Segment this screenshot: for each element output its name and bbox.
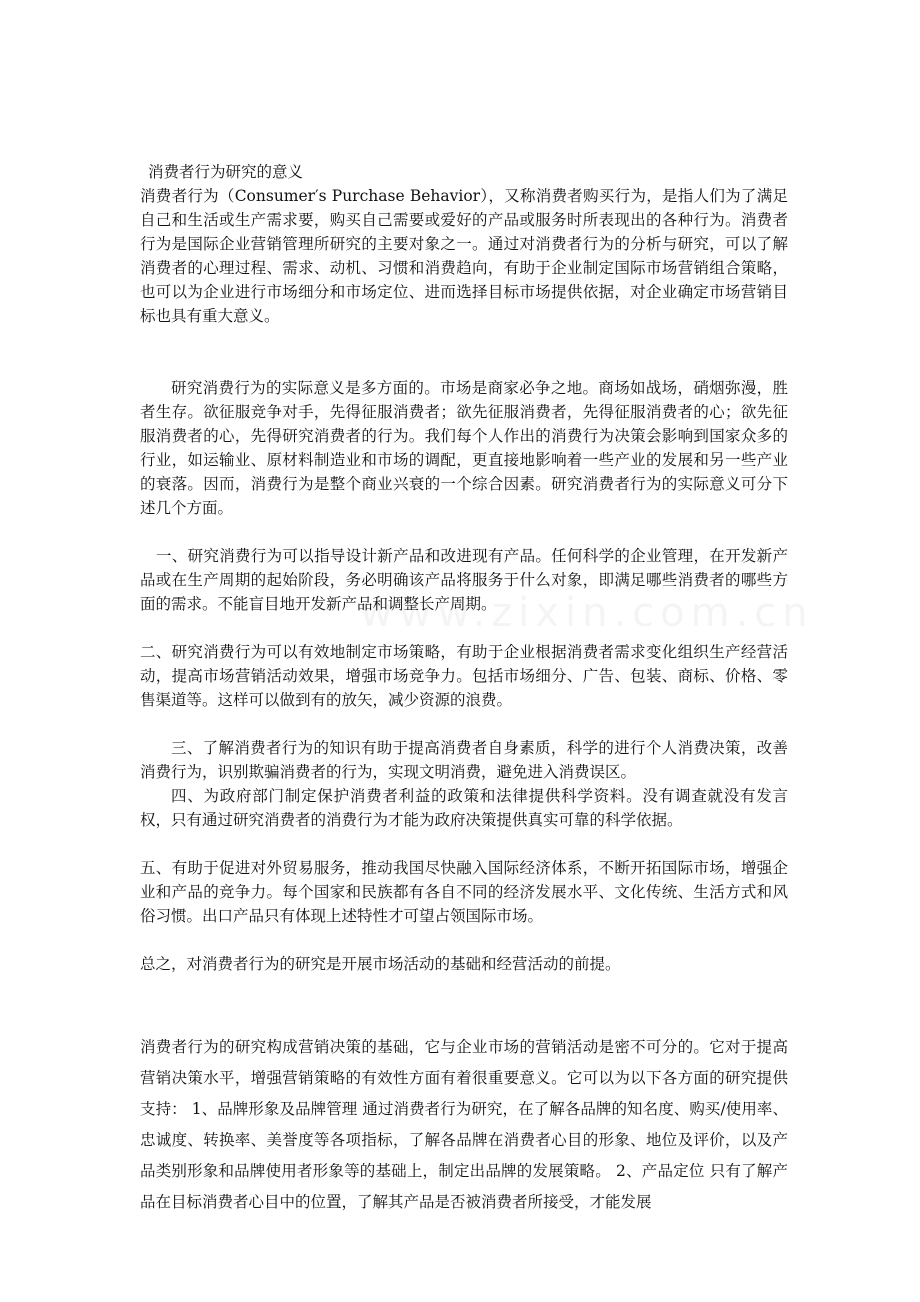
paragraph-significance: 研究消费行为的实际意义是多方面的。市场是商家必争之地。商场如战场，硝烟弥漫，胜者生存。欲征服竞争对手，先得征服消费者；欲先征服消费者，先得征服消费者的心；欲先征服消费者的心，先得研究消费者的行为。我们每个人作出的消费行为决策会影响到国家众多的行业，如运输业、原材料制造业和市场的调配，更直接地影响着一些产业的发展和另一些产业的衰落。因而，消费行为是整个商业兴衰的一个综合因素。研究消费者行为的实际意义可分下述几个方面。 — [140, 379, 788, 517]
paragraph-point-3: 三、了解消费者行为的知识有助于提高消费者自身素质，科学的进行个人消费决策，改善消费行为，识别欺骗消费者的行为，实现文明消费，避免进入消费误区。 — [140, 739, 788, 781]
paragraph-point-1: 一、研究消费行为可以指导设计新产品和改进现有产品。任何科学的企业管理，在开发新产品或在生产周期的起始阶段，务必明确该产品将服务于什么对象，即满足哪些消费者的哪些方面的需求。不能盲目地开发新产品和调整长产周期。 — [140, 547, 788, 613]
paragraph-definition: 消费者行为（Consumer′s Purchase Behavior），又称消费者购买行为，是指人们为了满足自己和生活或生产需求要，购买自己需要或爱好的产品或服务时所表现出的各种行为。消费者行为是国际企业营销管理所研究的主要对象之一。通过对消费者行为的分析与研究，可以了解消费者的心理过程、需求、动机、习惯和消费趋向，有助于企业制定国际市场营销组合策略，也可以为企业进行市场细分和市场定位、进而选择目标市场提供依据，对企业确定市场营销目标也具有重大意义。 — [140, 187, 788, 325]
document-title: 消费者行为研究的意义 — [148, 163, 304, 181]
document-body — [140, 160, 788, 1218]
paragraph-point-4: 四、为政府部门制定保护消费者利益的政策和法律提供科学资料。没有调查就没有发言权，只有通过研究消费者的消费行为才能为政府决策提供真实可靠的科学依据。 — [140, 787, 788, 829]
paragraph-marketing-basis: 消费者行为的研究构成营销决策的基础，它与企业市场的营销活动是密不可分的。它对于提高营销决策水平，增强营销策略的有效性方面有着很重要意义。它可以为以下各方面的研究提供支持： 1、品牌形象及品牌管理 通过消费者行为研究，在了解各品牌的知名度、购买/使用率、忠诚度、转换率、美誉度等各项指标，了解各品牌在消费者心目的形象、地位及评价，以及产品类别形象和品牌使用者形象等的基础上，制定出品牌的发展策略。 2、产品定位 只有了解产品在目标消费者心目中的位置，了解其产品是否被消费者所接受，才能发展 — [140, 1038, 788, 1211]
paragraph-point-2: 二、研究消费行为可以有效地制定市场策略，有助于企业根据消费者需求变化组织生产经营活动，提高市场营销活动效果，增强市场竞争力。包括市场细分、广告、包装、商标、价格、零售渠道等。这样可以做到有的放矢，减少资源的浪费。 — [140, 643, 788, 709]
paragraph-summary: 总之，对消费者行为的研究是开展市场活动的基础和经营活动的前提。 — [140, 955, 621, 973]
paragraph-point-5: 五、有助于促进对外贸易服务，推动我国尽快融入国际经济体系，不断开拓国际市场，增强企业和产品的竞争力。每个国家和民族都有各自不同的经济发展水平、文化传统、生活方式和风俗习惯。出口产品只有体现上述特性才可望占领国际市场。 — [140, 859, 788, 925]
